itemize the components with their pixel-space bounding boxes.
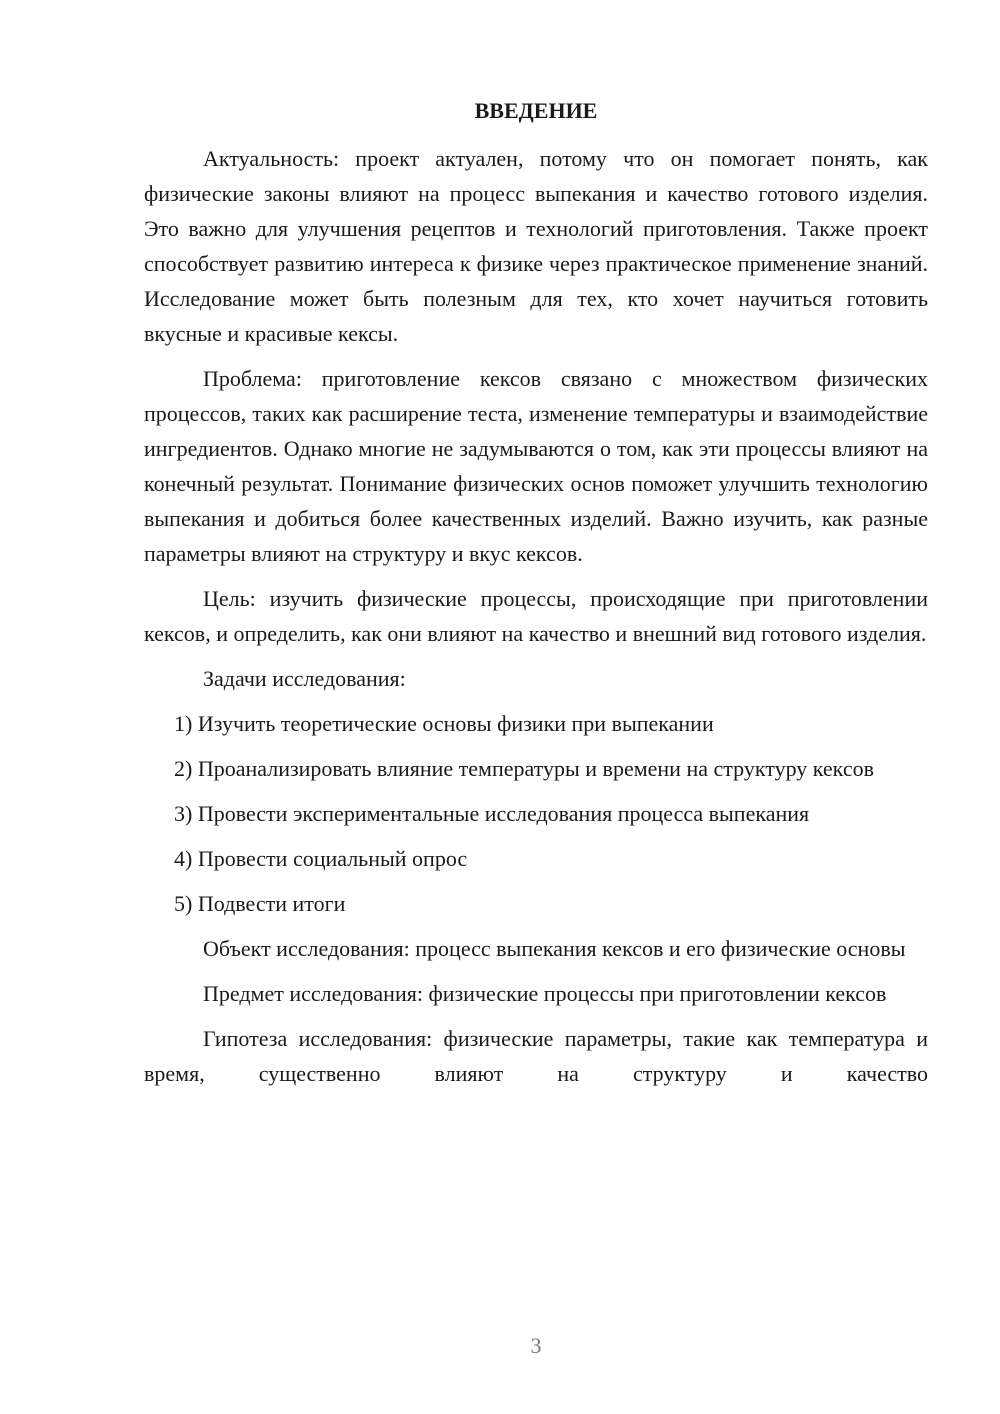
task-item-4: 4) Провести социальный опрос bbox=[174, 846, 468, 871]
task-item-1: 1) Изучить теоретические основы физики при выпекании bbox=[174, 711, 714, 736]
task-item-2: 2) Проанализировать влияние температуры и времени на структуру кексов bbox=[174, 756, 874, 781]
document-body bbox=[144, 141, 928, 1101]
task-item-3: 3) Провести экспериментальные исследования процесса выпекания bbox=[174, 801, 810, 826]
paragraph-problem: Проблема: приготовление кексов связано с множеством физических процессов, таких как расширение теста, изменение температуры и взаимодействие ингредиентов. Однако многие не задумываются о том, как эти процессы влияют на конечный результат. Понимание физических основ поможет улучшить технологию выпекания и добиться более качественных изделий. Важно изучить, как разные параметры влияют на структуру и вкус кексов. bbox=[144, 366, 928, 566]
page-title: ВВЕДЕНИЕ bbox=[474, 98, 598, 123]
paragraph-subject: Предмет исследования: физические процессы при приготовлении кексов bbox=[203, 981, 887, 1006]
paragraph-tasks-heading: Задачи исследования: bbox=[203, 666, 406, 691]
task-item-5: 5) Подвести итоги bbox=[174, 891, 346, 916]
paragraph-relevance: Актуальность: проект актуален, потому что он помогает понять, как физические законы влияют на процесс выпекания и качество готового изделия. Это важно для улучшения рецептов и технологий приготовления. Также проект способствует развитию интереса к физике через практическое применение знаний. Исследование может быть полезным для тех, кто хочет научиться готовить вкусные и красивые кексы. bbox=[144, 146, 928, 346]
paragraph-object: Объект исследования: процесс выпекания кексов и его физические основы bbox=[203, 936, 906, 961]
paragraph-goal: Цель: изучить физические процессы, происходящие при приготовлении кексов, и определить, как они влияют на качество и внешний вид готового изделия. bbox=[144, 586, 928, 646]
page-number: 3 bbox=[530, 1333, 542, 1358]
paragraph-hypothesis: Гипотеза исследования: физические параметры, такие как температура и время, существенно влияют на структуру и качество bbox=[144, 1026, 928, 1086]
